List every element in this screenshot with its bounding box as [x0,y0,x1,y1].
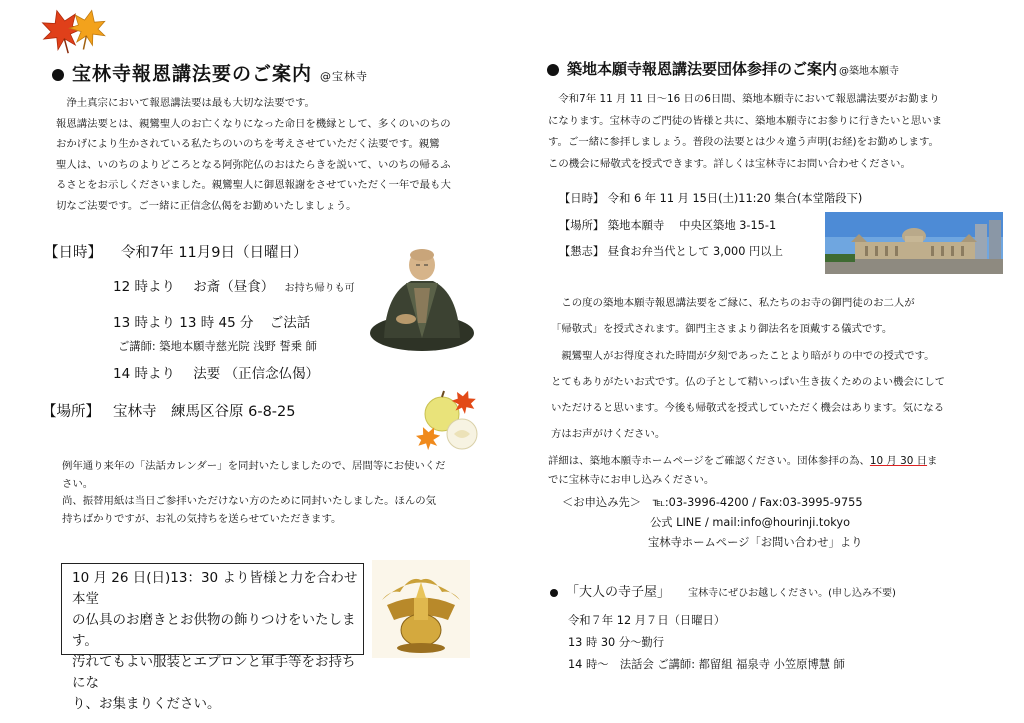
intro-line: おかげにより生かされている私たちのいのちを考えさせていただく法要です。親鸞 [56,138,440,150]
pear-autumn-leaves [414,388,486,454]
info-line: 【日時】 令和 6 年 11 月 15日(土)11:20 集合(本堂階段下) [559,192,863,205]
left-date-value: 令和7年 11月9日（日曜日） [121,245,308,261]
schedule-item [113,362,319,382]
schedule-lecturer: ご講師: 築地本願寺慈光院 浅野 誓乗 師 [118,340,317,353]
maple-leaves-icon [38,8,112,58]
right-detail [548,452,998,490]
detail-pre: 詳細は、築地本願寺ホームページをご確認ください。団体参拝の為、 [548,455,870,467]
intro-line: 報恩講法要とは、親鸞聖人のお亡くなりになった命日を機縁として、多くのいのちの [56,117,451,130]
schedule-time: 13 時より 13 時 45 分 [113,315,254,331]
left-intro [56,93,486,216]
right-title-text: 築地本願寺報恩講法要団体参拝のご案内 [567,60,838,78]
intro-line: 聖人は、いのちのよりどころとなる阿弥陀仏のおはたらきを説いて、いのちの帰るふ [56,158,451,171]
schedule-event: ご法話 [269,315,311,331]
schedule-time: 14 時より [113,366,175,382]
intro-line: 切なご法要です。ご一緒に正信念仏偈をお勤めいたしましょう。 [56,199,357,212]
schedule-time: 12 時より [113,279,175,295]
schedule-item [113,275,355,295]
right-title-tag: @築地本願寺 [839,66,900,77]
note-line: 尚、振替用紙は当日ご参拝いただけない方のために同封いたしました。ほんの気 [62,495,437,507]
intro-line: 令和7年 11 月 11 日～16 日の6日間、築地本願寺において報恩講法要がお勤まり [548,93,940,105]
left-title-tag: @宝林寺 [320,70,369,83]
left-place-value: 宝林寺 練馬区谷原 6-8-25 [113,404,296,420]
detail-post: ま [927,455,938,467]
intro-line: す。ご一緒に参拝しましょう。普段の法要とは少々違う声明(お経)をお勤めします。 [548,136,939,148]
terakoya-line: 13 時 30 分～勤行 [568,636,665,649]
body-line: 方はお声がけください。 [551,428,666,441]
schedule-item [113,311,310,331]
note-line: さい。 [62,477,94,490]
right-body [551,290,1001,448]
tsukiji-temple-photo [825,212,1003,274]
body-line: この度の築地本願寺報恩講法要をご縁に、私たちのお寺の御門徒のお二人が [551,297,915,309]
intro-line: になります。宝林寺のご門徒の皆様と共に、築地本願寺にお参りに行きたいと思いま [548,114,943,127]
intro-line: るさとをお示しくださいました。親鸞聖人に御恩報謝をさせていただく一年で最も大 [56,179,451,191]
detail-deadline: 10 月 30 日 [869,455,928,467]
monk-portrait [366,243,478,351]
terakoya-bullet [550,589,558,597]
left-place-label: 【場所】 [42,404,100,420]
cleaning-line: 汚れてもよい服装とエプロンと軍手等をお持ちにな [72,654,356,691]
note-line: 持ちばかりですが、お礼の気持ちを送らせていただきます。 [62,512,342,525]
contact-row [562,493,863,513]
schedule-event: 法要 （正信念仏偈） [193,366,320,382]
contact-tel[interactable]: ℡:03-3996-4200 / Fax:03-3995-9755 [652,496,863,509]
detail-line [548,452,998,471]
body-line: 「帰敬式」を授式されます。御門主さまより御法名を頂戴する儀式です。 [551,323,893,336]
body-line: 親鸞聖人がお得度された時間が夕刻であったことより暗がりの中での授式です。 [551,349,935,362]
info-line: 【場所】 築地本願寺 中央区築地 3-15-1 [559,218,777,232]
contact-line[interactable]: 公式 LINE / mail:info@hourinji.tokyo [650,516,851,529]
right-title [547,58,899,79]
right-info [559,186,862,266]
body-line: いただけると思います。今後も帰敬式を授式していただく機会はあります。気になる [551,402,945,415]
terakoya-title: 「大人の寺子屋」 [566,585,671,600]
note-line: 例年通り来年の「法話カレンダー」を同封いたしましたので、居間等にお使いくだ [62,460,446,472]
cleaning-notice-box [61,563,364,712]
golden-altar-ornament [372,560,470,658]
detail-line: でに宝林寺にお申し込みください。 [548,474,715,486]
title-bullet [52,69,64,81]
left-notes [62,458,492,528]
left-date-label: 【日時】 [44,245,102,261]
terakoya-header [550,581,896,600]
intro-line: 浄土真宗において報恩講法要は最も大切な法要です。 [56,97,315,109]
intro-line: この機会に帰敬式を授式できます。詳しくは宝林寺にお問い合わせください。 [548,157,911,170]
body-line: とてもありがたいお式です。仏の子として精いっぱい生き抜くためのよい機会にして [551,375,946,388]
contact-label: ＜お申込み先＞ [562,496,642,509]
title-bullet [547,64,559,76]
cleaning-line: り、お集まりください。 [72,696,221,712]
contact-web: 宝林寺ホームページ「お問い合わせ」より [648,536,863,549]
schedule-note: お持ち帰りも可 [284,283,355,294]
right-intro [548,89,988,175]
terakoya-details [568,610,845,676]
left-title-text: 宝林寺報恩講法要のご案内 [72,63,313,85]
contact-block [562,493,863,553]
terakoya-note: 宝林寺にぜひお越しください。(申し込み不要) [688,588,896,599]
cleaning-line: の仏具のお磨きとお供物の飾りつけをいたします。 [72,612,356,649]
terakoya-line: 令和７年 12 月７日（日曜日） [568,614,726,627]
schedule-event: お斎（昼食） [193,279,275,295]
info-line: 【懇志】 昼食お弁当代として 3,000 円以上 [559,245,783,258]
left-title [52,59,368,86]
terakoya-line: 14 時～ 法話会 ご講師: 都留組 福泉寺 小笠原博慧 師 [568,658,845,671]
cleaning-line: 10 月 26 日(日)13：30 より皆様と力を合わせ本堂 [72,570,358,607]
